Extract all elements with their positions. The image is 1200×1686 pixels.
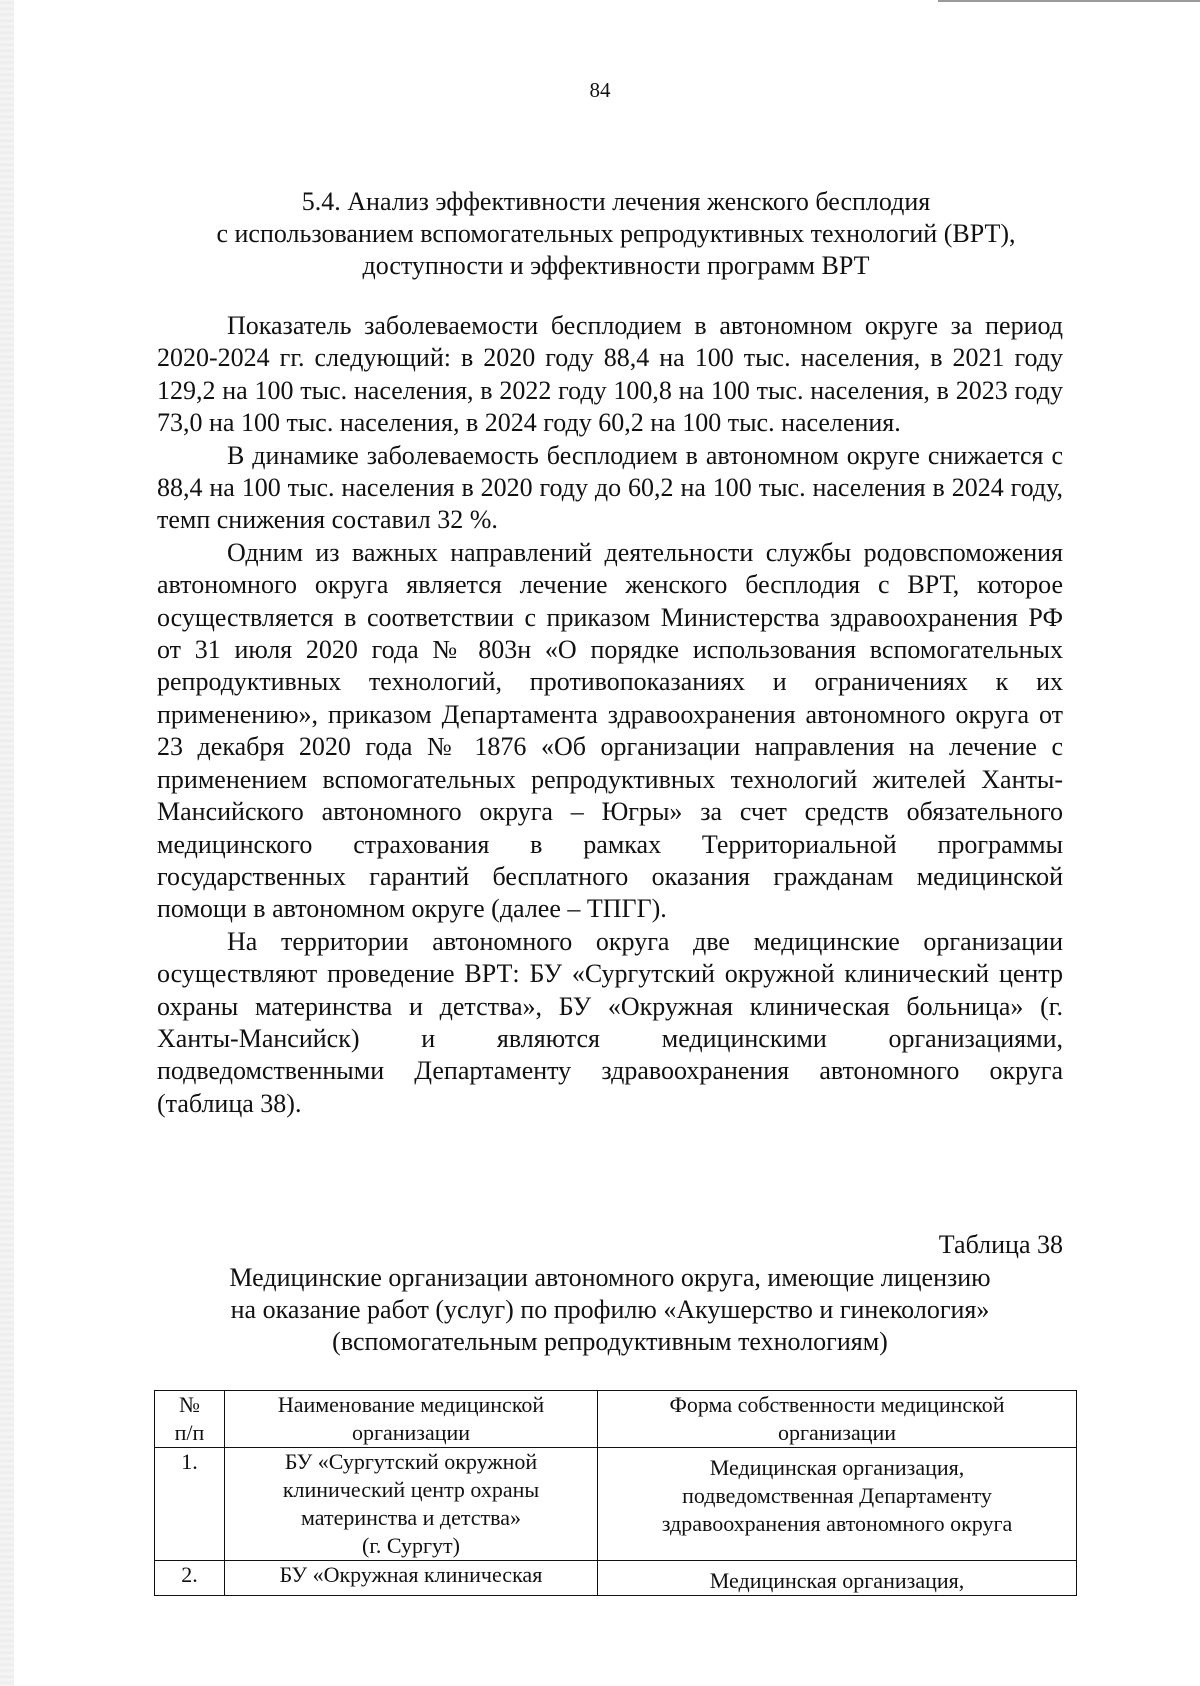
cell-text: Медицинская организация, xyxy=(709,1455,965,1480)
table-title-line: Медицинские организации автономного округа, имеющие лицензию xyxy=(229,1263,991,1292)
top-rule xyxy=(938,0,1200,2)
organizations-table xyxy=(154,1390,1077,1596)
cell-text: подведомственная Департаменту xyxy=(682,1483,992,1508)
paragraph: На территории автономного округа две медицинские организации осуществляют проведение ВРТ: БУ «Сургутский окружной клинический центр охраны материнства и детства», БУ «Окружная клиническая больница» (г. Ханты-Мансийск) и являются медицинскими организациями, подведомственными Департаменту здравоохранения автономного округа (таблица 38). xyxy=(157,926,1063,1118)
cell-number: 1. xyxy=(155,1448,225,1561)
section-title-line: с использованием вспомогательных репродуктивных технологий (ВРТ), xyxy=(216,219,1016,248)
cell-name xyxy=(225,1448,598,1561)
paragraph: В динамике заболеваемость бесплодием в автономном округе снижается с 88,4 на 100 тыс. населения в 2020 году до 60,2 на 100 тыс. населения в 2024 году, темп снижения составил 32 %. xyxy=(157,440,1063,535)
table-header-row xyxy=(155,1391,1077,1448)
cell-ownership-form xyxy=(598,1448,1077,1561)
table-row xyxy=(155,1448,1077,1561)
cell-text: (г. Сургут) xyxy=(362,1533,460,1558)
section-title-line: 5.4. Анализ эффективности лечения женского бесплодия xyxy=(301,187,931,216)
cell-number: 2. xyxy=(155,1561,225,1596)
section-title xyxy=(140,186,1092,282)
cell-text: БУ «Сургутский окружной xyxy=(284,1449,538,1474)
header-text: п/п xyxy=(174,1420,205,1445)
cell-text: Медицинская организация, xyxy=(709,1568,965,1593)
cell-text: материнства и детства» xyxy=(301,1505,521,1530)
header-text: организации xyxy=(351,1420,471,1445)
header-number xyxy=(155,1391,225,1448)
cell-name xyxy=(225,1561,598,1596)
header-ownership-form xyxy=(598,1391,1077,1448)
header-text: Наименование медицинской xyxy=(277,1392,545,1417)
header-text: № xyxy=(179,1392,200,1417)
body-text xyxy=(157,310,1063,1120)
cell-text: клинический центр охраны xyxy=(282,1477,540,1502)
cell-text: здравоохранения автономного округа xyxy=(661,1511,1013,1536)
section-title-line: доступности и эффективности программ ВРТ xyxy=(362,251,870,280)
table-title-line: (вспомогательным репродуктивным технологиям) xyxy=(332,1327,888,1356)
header-text: Форма собственности медицинской xyxy=(669,1392,1005,1417)
table-label: Таблица 38 xyxy=(938,1230,1063,1259)
paragraph: Одним из важных направлений деятельности службы родовспоможения автономного округа является лечение женского бесплодия с ВРТ, которое осуществляется в соответствии с приказом Министерства здравоохранения РФ от 31 июля 2020 года № 803н «О порядке использования вспомогательных репродуктивных технологий, противопоказаниях и ограничениях к их применению», приказом Департамента здравоохранения автономного округа от 23 декабря 2020 года № 1876 «Об организации направления на лечение с применением вспомогательных репродуктивных технологий жителей Ханты-Мансийского автономного округа – Югры» за счет средств обязательного медицинского страхования в рамках Территориальной программы государственных гарантий бесплатного оказания гражданам медицинской помощи в автономном округе (далее – ТПГГ). xyxy=(157,537,1063,924)
table-row xyxy=(155,1561,1077,1596)
header-text: организации xyxy=(777,1420,897,1445)
header-name xyxy=(225,1391,598,1448)
scan-edge xyxy=(0,0,14,1686)
paragraph: Показатель заболеваемости бесплодием в автономном округе за период 2020-2024 гг. следующий: в 2020 году 88,4 на 100 тыс. населения, в 2021 году 129,2 на 100 тыс. населения, в 2022 году 100,8 на 100 тыс. населения, в 2023 году 73,0 на 100 тыс. населения, в 2024 году 60,2 на 100 тыс. населения. xyxy=(157,311,1063,438)
table-title xyxy=(157,1262,1063,1358)
cell-text: БУ «Окружная клиническая xyxy=(279,1562,543,1587)
page-number: 84 xyxy=(589,78,611,102)
cell-ownership-form xyxy=(598,1561,1077,1596)
table-title-line: на оказание работ (услуг) по профилю «Акушерство и гинекология» xyxy=(230,1295,990,1324)
